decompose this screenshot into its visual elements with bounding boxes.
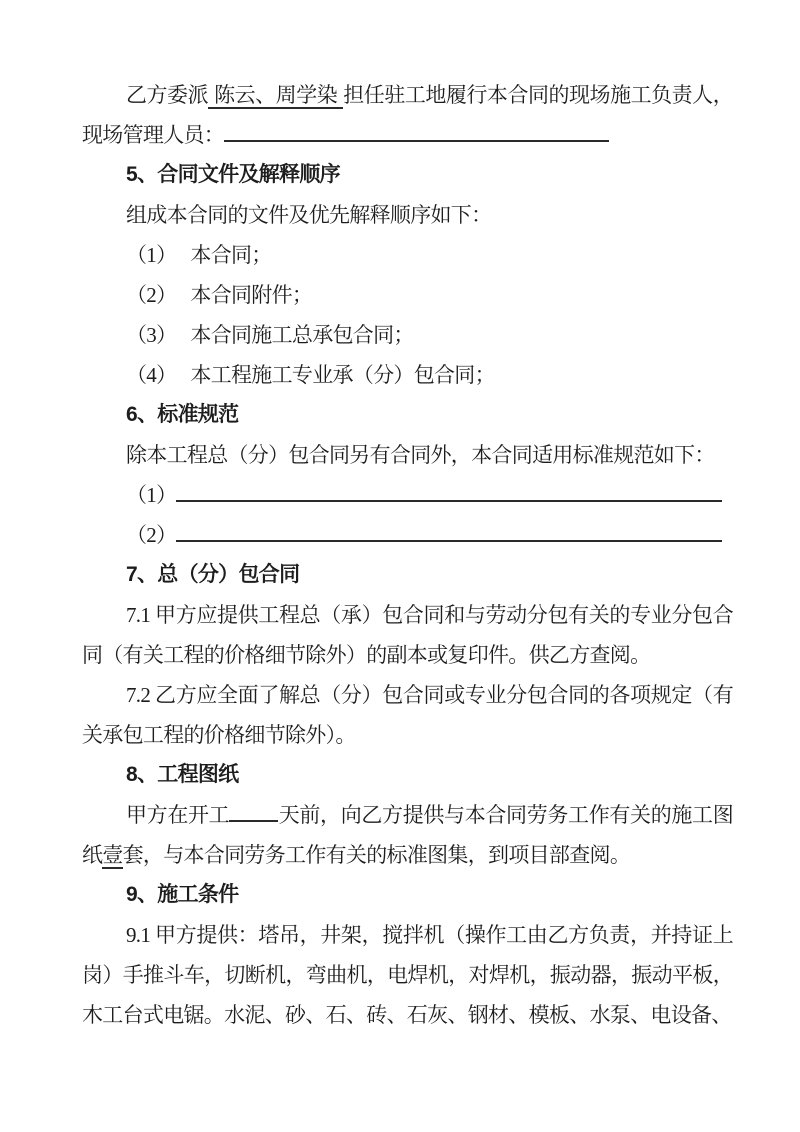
standard-blank-field	[176, 476, 722, 502]
manager-blank-field	[224, 116, 609, 142]
section8-paragraph	[82, 795, 733, 875]
delegation-suffix: 担任驻工地履行本合同的现场施工负责人，	[343, 83, 734, 107]
item-text: 本合同；	[190, 243, 272, 267]
manager-label: 现场管理人员：	[82, 123, 225, 147]
clause-7-1: 7.1 甲方应提供工程总（承）包合同和与劳动分包有关的专业分包合同（有关工程的价格细节除外）的副本或复印件。供乙方查阅。	[82, 603, 733, 667]
standard-blank-row	[82, 515, 733, 555]
document-body	[82, 75, 733, 1035]
section6-intro: 除本工程总（分）包合同另有合同外，本合同适用标准规范如下：	[126, 443, 715, 467]
delegation-paragraph	[82, 75, 733, 155]
item-number: （2）	[126, 283, 177, 307]
drawings-after-blank: 天前，向乙方提供与本合同劳务工作有关的施工图纸	[82, 803, 734, 867]
item-number: （3）	[126, 323, 177, 347]
drawings-before-blank: 甲方在开工	[126, 803, 230, 827]
standard-blank-row	[82, 475, 733, 515]
delegation-prefix: 乙方委派	[126, 83, 209, 107]
item-number: （1）	[126, 243, 177, 267]
section5-heading: 5、合同文件及解释顺序	[126, 163, 340, 186]
item-number: （4）	[126, 363, 177, 387]
item-text: 本工程施工专业承（分）包合同；	[190, 363, 495, 387]
list-item	[82, 275, 733, 315]
list-item	[82, 235, 733, 275]
section9-heading: 9、施工条件	[126, 883, 239, 906]
item-number: （1）	[126, 483, 177, 507]
drawings-tail: 套，与本合同劳务工作有关的标准图集，到项目部查阅。	[122, 843, 631, 867]
item-text: 本合同施工总承包合同；	[190, 323, 414, 347]
standard-blank-field	[176, 516, 722, 542]
list-item	[82, 315, 733, 355]
section6-heading: 6、标准规范	[126, 403, 239, 426]
section5-intro: 组成本合同的文件及优先解释顺序如下：	[126, 203, 492, 227]
clause-9-1: 9.1 甲方提供：塔吊，井架，搅拌机（操作工由乙方负责，并持证上岗）手推斗车，切断机，弯曲机，电焊机，对焊机，振动器，振动平板，木工台式电锯。水泥、砂、石、砖、石灰、钢材、模板、水泵、电设备、	[82, 923, 733, 1027]
delegation-names-underlined: 陈云、周学染	[208, 83, 343, 109]
section8-heading: 8、工程图纸	[126, 763, 239, 786]
item-number: （2）	[126, 523, 177, 547]
clause-7-2: 7.2 乙方应全面了解总（分）包合同或专业分包合同的各项规定（有关承包工程的价格细节除外）。	[82, 683, 733, 747]
item-text: 本合同附件；	[190, 283, 313, 307]
copies-underlined: 壹	[102, 843, 123, 867]
list-item	[82, 355, 733, 395]
days-blank-field	[229, 796, 278, 822]
section7-heading: 7、总（分）包合同	[126, 563, 300, 586]
